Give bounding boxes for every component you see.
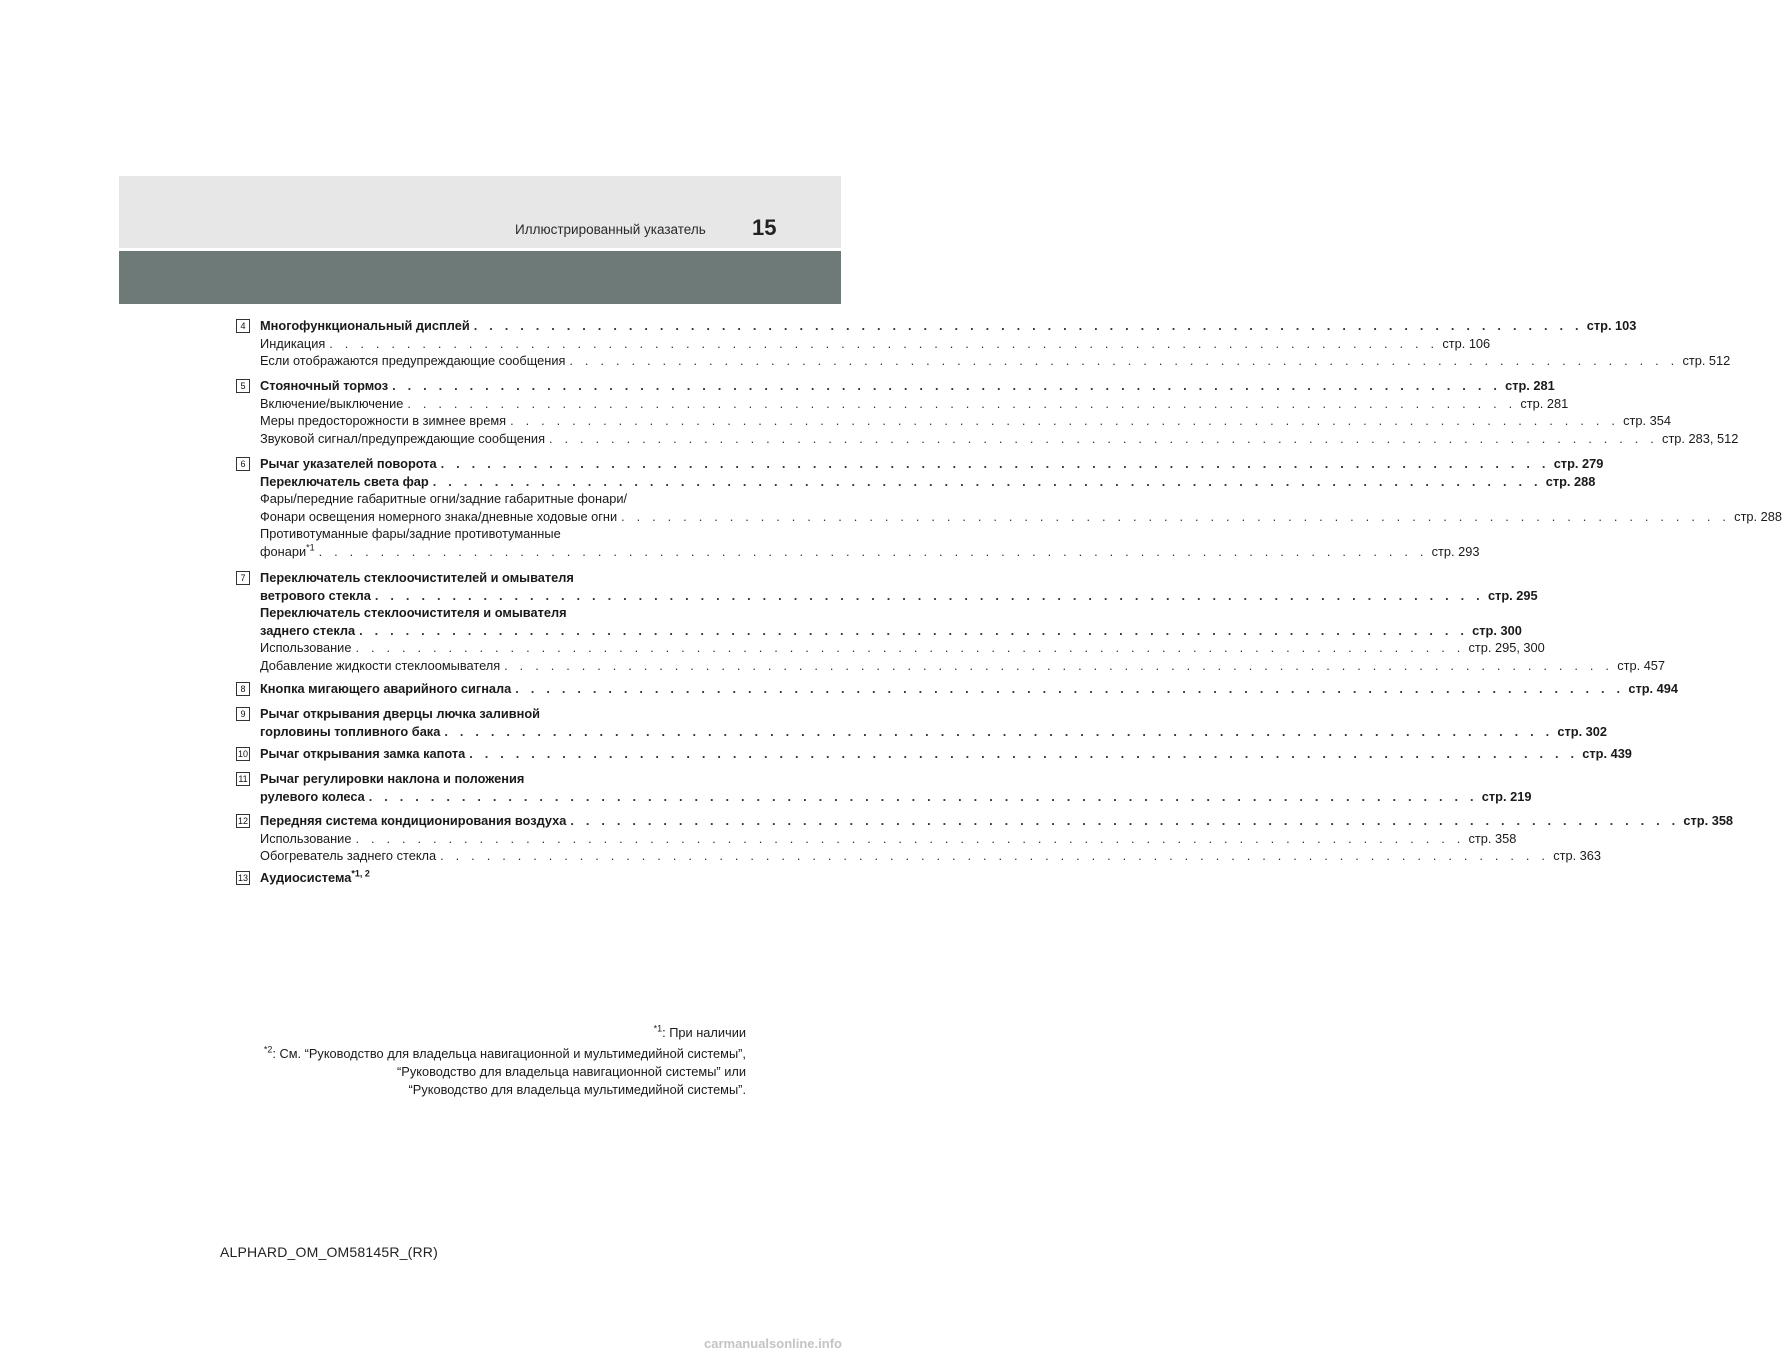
entry-lines	[260, 746, 1632, 764]
index-entry	[260, 706, 722, 724]
dot-leader: . . . . . . . . . . . . . . . . . . . . . . . . . . . . . . . . . . . . . . . . . . . . . . . . . . . . . . . . . . . . . . . . . . . . . . . .	[515, 681, 1625, 696]
entry-title	[260, 658, 500, 673]
page-reference: стр. 288	[1545, 473, 1596, 489]
dot-leader: . . . . . . . . . . . . . . . . . . . . . . . . . . . . . . . . . . . . . . . . . . . . . . . . . . . . . . . . . . . . . . . . . . . . . . . .	[510, 413, 1620, 429]
dot-leader: . . . . . . . . . . . . . . . . . . . . . . . . . . . . . . . . . . . . . . . . . . . . . . . . . . . . . . . . . . . . . . . . . . . . . . . .	[359, 622, 1469, 638]
dot-leader: . . . . . . . . . . . . . . . . . . . . . . . . . . . . . . . . . . . . . . . . . . . . . . . . . . . . . . . . . . . . . . . . . . . . . . . .	[355, 640, 1465, 656]
entry-text: Противотуманные фары/задние противотуманные	[260, 526, 561, 542]
entry-text: фонари	[260, 543, 307, 559]
entry-text: Переключатель света фар	[260, 473, 429, 489]
entry-title	[260, 491, 722, 506]
page-reference: стр. 295	[1487, 587, 1538, 603]
entry-title	[260, 789, 365, 804]
footnote-1-mark: *1	[653, 1023, 663, 1034]
dot-leader: . . . . . . . . . . . . . . . . . . . . . . . . . . . . . . . . . . . . . . . . . . . . . . . . . . . . . . . . . . . . . . . . . . . . . . . .	[355, 830, 1465, 846]
page-reference: стр. 219	[1481, 788, 1532, 804]
section-number-marker: 10	[237, 749, 248, 759]
page-reference: стр. 295, 300	[1468, 640, 1545, 656]
page-reference: стр. 354	[1623, 413, 1671, 429]
entry-title	[260, 336, 325, 351]
index-entry	[260, 848, 1602, 866]
footnote-reference: *1	[306, 542, 315, 553]
page-reference: стр. 363	[1553, 848, 1602, 864]
entry-text: Рычаг открывания дверцы лючка заливной	[260, 706, 541, 721]
page-reference: стр. 302	[1557, 723, 1608, 739]
dot-leader: . . . . . . . . . . . . . . . . . . . . . . . . . . . . . . . . . . . . . . . . . . . . . . . . . . . . . . . . . . . . . . . . . . . . . . . .	[569, 353, 1679, 369]
dot-leader: . . . . . . . . . . . . . . . . . . . . . . . . . . . . . . . . . . . . . . . . . . . . . . . . . . . . . . . . . . . . . . . . . . . . . . . .	[469, 746, 1579, 761]
entry-text: Меры предосторожности в зимнее время	[260, 413, 507, 429]
page-reference: стр. 512	[1682, 353, 1731, 369]
entry-title	[260, 588, 371, 603]
section-number-marker: 5	[236, 379, 250, 393]
entry-title	[260, 318, 470, 333]
dot-leader: . . . . . . . . . . . . . . . . . . . . . . . . . . . . . . . . . . . . . . . . . . . . . . . . . . . . . . . . . . . . . . . . . . . . . . . .	[621, 508, 1731, 524]
entry-text: заднего стекла	[260, 622, 356, 638]
entry-title	[260, 706, 722, 721]
dot-leader: . . . . . . . . . . . . . . . . . . . . . . . . . . . . . . . . . . . . . . . . . . . . . . . . . . . . . . . . . . . . . . . . . . . . . . . .	[407, 395, 1517, 411]
page-reference: стр. 281	[1505, 378, 1555, 393]
section-number-marker: 13	[237, 873, 248, 883]
dot-leader: . . . . . . . . . . . . . . . . . . . . . . . . . . . . . . . . . . . . . . . . . . . . . . . . . . . . . . . . . . . . . . . . . . . . . . . .	[368, 788, 1478, 804]
document-code: ALPHARD_OM_OM58145R_(RR)	[220, 1244, 438, 1260]
index-entry	[260, 640, 1545, 658]
index-entry	[260, 335, 1491, 354]
entry-text: Передняя система кондиционирования воздуха	[260, 813, 567, 828]
page-reference: стр. 494	[1628, 681, 1678, 696]
entry-text: Рычаг регулировки наклона и положения	[260, 771, 525, 786]
entry-title	[260, 605, 722, 620]
entry-title	[260, 813, 566, 828]
footnote-2	[264, 1045, 746, 1099]
watermark: carmanualsonline.info	[704, 1336, 842, 1351]
entry-lines	[260, 813, 1734, 866]
footnote-1-text: : При наличии	[662, 1025, 746, 1040]
dot-leader: . . . . . . . . . . . . . . . . . . . . . . . . . . . . . . . . . . . . . . . . . . . . . . . . . . . . . . . . . . . . . . . . . . . . . . . .	[570, 813, 1680, 828]
entry-text: Использование	[260, 830, 352, 846]
section-number-marker: 9	[236, 707, 250, 721]
entry-title	[260, 526, 722, 541]
entry-title	[260, 623, 355, 638]
index-entry	[260, 746, 1632, 764]
index-entry	[260, 318, 1637, 336]
index-entry	[260, 353, 1731, 371]
entry-text: рулевого колеса	[260, 788, 365, 804]
header-dark-bar	[119, 251, 841, 304]
entry-text: Аудиосистема	[260, 870, 352, 885]
entry-text: Звуковой сигнал/предупреждающие сообщения	[260, 430, 546, 446]
entry-title	[260, 848, 436, 863]
entry-text: Переключатель стеклоочистителя и омывателя	[260, 605, 567, 621]
dot-leader: . . . . . . . . . . . . . . . . . . . . . . . . . . . . . . . . . . . . . . . . . . . . . . . . . . . . . . . . . . . . . . . . . . . . . . . .	[504, 657, 1614, 673]
page-reference: стр. 283, 512	[1662, 430, 1739, 446]
footnote-2-line2: “Руководство для владельца навигационной системы” или	[397, 1064, 746, 1079]
index-entry	[260, 430, 1739, 449]
dot-leader: . . . . . . . . . . . . . . . . . . . . . . . . . . . . . . . . . . . . . . . . . . . . . . . . . . . . . . . . . . . . . . . . . . . . . . . .	[329, 335, 1439, 351]
entry-title	[260, 681, 511, 696]
index-entry	[260, 526, 722, 544]
entry-title	[260, 456, 437, 471]
entry-title	[260, 831, 351, 846]
dot-leader: . . . . . . . . . . . . . . . . . . . . . . . . . . . . . . . . . . . . . . . . . . . . . . . . . . . . . . . . . . . . . . . . . . . . . . . .	[549, 430, 1659, 446]
index-entry	[260, 681, 1678, 699]
entry-lines	[260, 456, 1782, 562]
index-entry	[260, 723, 1608, 742]
index-entry	[260, 542, 1480, 562]
entry-text: Добавление жидкости стеклоомывателя	[260, 657, 501, 673]
entry-text: Многофункциональный дисплей	[260, 318, 470, 333]
footnote-1	[654, 1025, 746, 1040]
index-entry	[260, 378, 1555, 396]
entry-lines	[260, 681, 1678, 699]
entry-title	[260, 353, 565, 368]
page-reference: стр. 106	[1442, 335, 1491, 351]
entry-title	[260, 570, 722, 585]
entry-text: Рычаг открывания замка капота	[260, 746, 466, 761]
index-entry	[260, 813, 1734, 831]
dot-leader: . . . . . . . . . . . . . . . . . . . . . . . . . . . . . . . . . . . . . . . . . . . . . . . . . . . . . . . . . . . . . . . . . . . . . . . .	[440, 456, 1550, 471]
dot-leader: . . . . . . . . . . . . . . . . . . . . . . . . . . . . . . . . . . . . . . . . . . . . . . . . . . . . . . . . . . . . . . . . . . . . . . . .	[473, 318, 1583, 333]
page-reference: стр. 358	[1683, 813, 1734, 828]
dot-leader: . . . . . . . . . . . . . . . . . . . . . . . . . . . . . . . . . . . . . . . . . . . . . . . . . . . . . . . . . . . . . . . . . . . . . . . .	[374, 587, 1484, 603]
entry-text: Кнопка мигающего аварийного сигнала	[260, 681, 512, 696]
page-reference: стр. 279	[1553, 456, 1604, 471]
entry-text: Стояночный тормоз	[260, 378, 389, 393]
entry-lines	[260, 570, 1666, 676]
entry-text: Фары/передние габаритные огни/задние габаритные фонари/	[260, 491, 628, 507]
index-entry	[260, 657, 1666, 676]
entry-title	[260, 724, 440, 739]
index-entry	[260, 395, 1569, 414]
index-entry	[260, 570, 722, 588]
entry-text: Включение/выключение	[260, 395, 404, 411]
index-entry	[260, 491, 722, 509]
entry-text: Индикация	[260, 335, 326, 351]
entry-title	[260, 413, 506, 428]
entry-lines	[260, 378, 1739, 448]
entry-text: Использование	[260, 640, 352, 656]
entry-text: Фонари освещения номерного знака/дневные ходовые огни	[260, 508, 618, 524]
page-reference: стр. 300	[1472, 622, 1522, 638]
entry-text: Обогреватель заднего стекла	[260, 848, 437, 864]
entry-title	[260, 771, 722, 786]
page-reference: стр. 288	[1734, 508, 1782, 524]
entry-lines	[260, 771, 1532, 806]
entry-title	[260, 431, 545, 446]
entry-title	[260, 640, 351, 655]
entry-text: горловины топливного бака	[260, 723, 441, 739]
entry-text: Рычаг указателей поворота	[260, 456, 437, 471]
section-number-marker: 7	[236, 571, 250, 585]
page-number: 15	[752, 215, 777, 240]
section-title: Иллюстрированный указатель	[515, 222, 706, 237]
index-entry	[260, 870, 722, 888]
index-entry	[260, 771, 722, 789]
page-reference: стр. 439	[1582, 746, 1632, 761]
entry-title	[260, 474, 429, 489]
section-number-marker: 8	[236, 682, 250, 696]
footnote-reference: *1, 2	[351, 868, 370, 879]
page-reference: стр. 281	[1520, 395, 1569, 411]
index-entry	[260, 413, 1671, 431]
page-reference: стр. 293	[1431, 543, 1480, 559]
page-reference: стр. 103	[1586, 318, 1637, 333]
index-entry	[260, 605, 722, 623]
index-entry	[260, 473, 1596, 492]
page-reference: стр. 358	[1468, 830, 1517, 846]
section-number-marker: 6	[236, 457, 250, 471]
dot-leader: . . . . . . . . . . . . . . . . . . . . . . . . . . . . . . . . . . . . . . . . . . . . . . . . . . . . . . . . . . . . . . . . . . . . . . . .	[432, 473, 1542, 489]
entry-title	[260, 396, 403, 411]
dot-leader: . . . . . . . . . . . . . . . . . . . . . . . . . . . . . . . . . . . . . . . . . . . . . . . . . . . . . . . . . . . . . . . . . . . . . . . .	[318, 543, 1428, 559]
index-entry	[260, 456, 1604, 474]
entry-lines	[260, 706, 1608, 741]
entry-title	[260, 378, 388, 393]
index-entry	[260, 830, 1517, 849]
section-number-marker: 12	[237, 816, 248, 826]
header-band	[119, 176, 841, 248]
dot-leader: . . . . . . . . . . . . . . . . . . . . . . . . . . . . . . . . . . . . . . . . . . . . . . . . . . . . . . . . . . . . . . . . . . . . . . . .	[392, 378, 1502, 393]
footnote-2-mark: *2	[263, 1044, 273, 1055]
entry-text: Переключатель стеклоочистителей и омывателя	[260, 570, 574, 585]
entry-title	[260, 509, 617, 524]
dot-leader: . . . . . . . . . . . . . . . . . . . . . . . . . . . . . . . . . . . . . . . . . . . . . . . . . . . . . . . . . . . . . . . . . . . . . . . .	[444, 723, 1554, 739]
footnote-2-line1: : См. “Руководство для владельца навигационной и мультимедийной системы”,	[272, 1046, 746, 1061]
entry-lines	[260, 870, 722, 888]
index-entry	[260, 788, 1532, 807]
entry-text: ветрового стекла	[260, 587, 371, 603]
index-entry	[260, 508, 1782, 527]
entry-title	[260, 870, 722, 885]
footnote-2-line3: “Руководство для владельца мультимедийной системы”.	[408, 1082, 746, 1097]
section-number-marker: 4	[236, 319, 250, 333]
dot-leader: . . . . . . . . . . . . . . . . . . . . . . . . . . . . . . . . . . . . . . . . . . . . . . . . . . . . . . . . . . . . . . . . . . . . . . . .	[440, 848, 1550, 864]
index-entry	[260, 622, 1522, 641]
entry-lines	[260, 318, 1731, 371]
page-reference: стр. 457	[1617, 657, 1666, 673]
entry-text: Если отображаются предупреждающие сообщения	[260, 353, 566, 369]
entry-title	[260, 544, 315, 559]
entry-title	[260, 746, 465, 761]
index-entry	[260, 587, 1538, 606]
section-number-marker: 11	[236, 772, 250, 786]
